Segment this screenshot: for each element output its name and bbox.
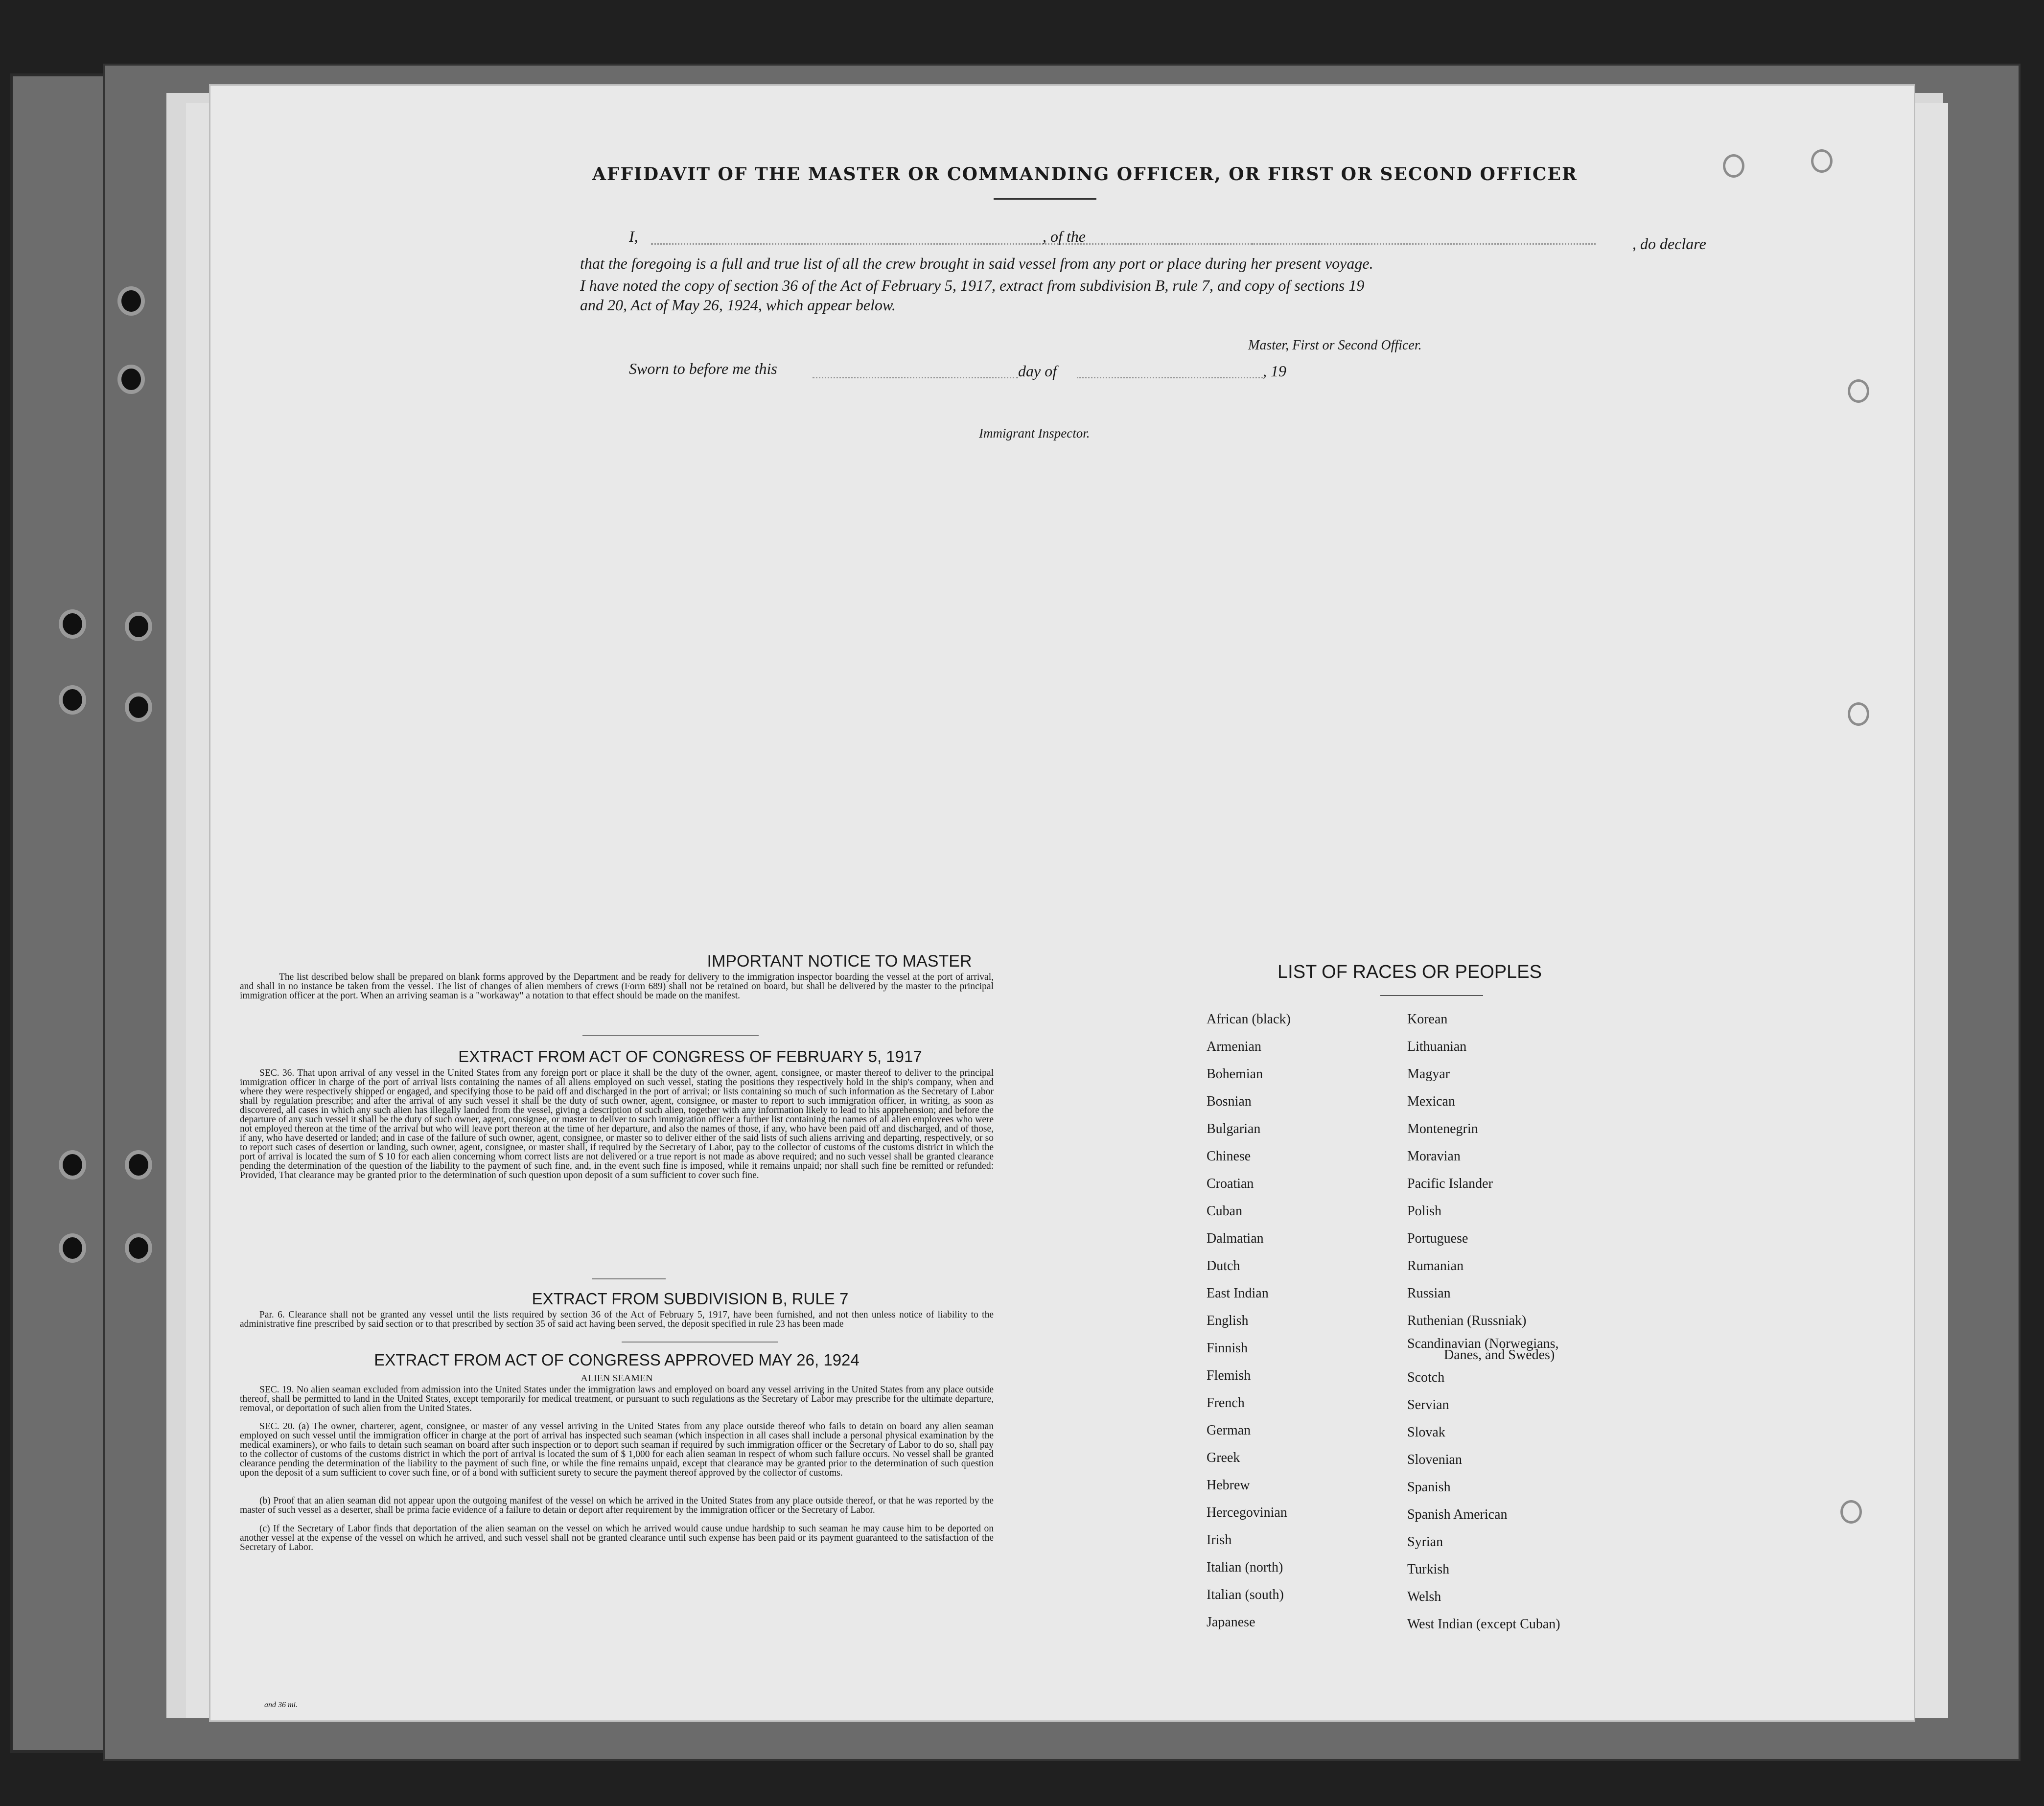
affidavit-title: AFFIDAVIT OF THE MASTER OR COMMANDING OFFICER, OR FIRST OR SECOND OFFICER (592, 164, 1578, 185)
race-item: Polish (1407, 1204, 1442, 1219)
punch-mark (1840, 1500, 1862, 1524)
race-item: Flemish (1207, 1368, 1251, 1383)
race-item: Pacific Islander (1407, 1176, 1493, 1191)
race-item: Turkish (1407, 1562, 1450, 1577)
notice-body: The list described below shall be prepared on blank forms approved by the Department and be ready for delivery to the immigration inspector boarding the vessel at the port of arrival, and shall in no instance be taken from the vessel. The list of changes of alien members of crews (Form 689) shall not be retained on board, but shall be delivered by the master to the principal immigration officer at the port. When an arriving seaman is a "workaway" a notation to that effect should be made on the manifest. (240, 972, 994, 1001)
race-item: Moravian (1407, 1149, 1461, 1164)
document-page (210, 86, 1914, 1720)
binder-hole (125, 612, 152, 641)
races-right-column (1407, 1006, 1560, 1638)
race-item: Italian (south) (1207, 1587, 1284, 1602)
race-item: French (1207, 1395, 1245, 1411)
section-rule (622, 1342, 778, 1343)
race-item: Ruthenian (Russniak) (1407, 1313, 1527, 1328)
race-item: Syrian (1407, 1534, 1443, 1550)
race-item: Spanish (1407, 1480, 1451, 1495)
master-signature-label: Master, First or Second Officer. (1248, 338, 1422, 353)
race-item: Mexican (1407, 1094, 1455, 1109)
extract-1924-sec19: SEC. 19. No alien seaman excluded from admission into the United States under the immigration laws and employed on board any vessel arriving in the United States from any place outside thereof, shall be permitted to land in the United States, except temporarily for medical treatment, or pursuant to such regulations as the Secretary of Labor may prescribe for the ultimate departure, removal, or deportation of such alien from the United States. (240, 1385, 994, 1413)
race-item: Dutch (1207, 1258, 1240, 1273)
extract-1924-sec20b: (b) Proof that an alien seaman did not appear upon the outgoing manifest of the vessel on which he arrived in the United States from any place outside thereof, or that he was reported by the master of such vessel as a deserter, shall be prima facie evidence of a failure to detain or deport after requirement by the immigration officer or the Secretary of Labor. (240, 1496, 994, 1515)
extract-1924-heading: EXTRACT FROM ACT OF CONGRESS APPROVED MAY 26, 1924 (374, 1351, 859, 1369)
race-item: Lithuanian (1407, 1039, 1467, 1054)
binder-hole (117, 286, 145, 316)
extract-1924-sec20a: SEC. 20. (a) The owner, charterer, agent, consignee, or master of any vessel arriving in the United States from any place outside thereof who fails to detain on board any alien seaman employed on such vessel until the immigration officer in charge at the port of arrival has inspected such seaman (which inspection in all cases shall include a personal physical examination by the medical examiners), or who fails to detain such seaman on board after such inspection or to deport such seaman if required by such immigration officer or the Secretary of Labor to do so, shall pay to the collector of customs of the customs district in which the port of arrival is located the sum of $ 1,000 for each alien seaman in respect of whom such failure occurs. No vessel shall be granted clearance pending the determination of the liability to the payment of such fine, or while the fine remains unpaid, except that clearance may be granted prior to the determination of such question upon the deposit of a sum sufficient to cover such fine, or of a bond with sufficient surety to secure the payment thereof approved by the collector of customs. (240, 1421, 994, 1478)
punch-mark (1848, 702, 1869, 726)
race-item: Armenian (1207, 1039, 1261, 1054)
punch-mark (1723, 154, 1744, 178)
race-item: Finnish (1207, 1341, 1248, 1356)
day-blank (813, 377, 1018, 378)
race-item: Magyar (1407, 1066, 1450, 1082)
extract-1924-sec20c: (c) If the Secretary of Labor finds that deportation of the alien seaman on the vessel on which he arrived would cause undue hardship to such seaman he may cause him to be deported on another vessel at the expense of the vessel on which he arrived, and such vessel shall not be granted clearance until such expense has been paid or its payment guaranteed to the satisfaction of the Secretary of Labor. (240, 1524, 994, 1552)
race-item: Montenegrin (1407, 1121, 1478, 1136)
races-rule (1380, 995, 1483, 996)
punch-mark (1848, 379, 1869, 403)
race-item: Bulgarian (1207, 1121, 1261, 1136)
race-item: Japanese (1207, 1615, 1255, 1630)
binder-hole (59, 609, 86, 639)
race-item: Bosnian (1207, 1094, 1252, 1109)
binder-hole (125, 693, 152, 722)
race-item: English (1207, 1313, 1249, 1328)
form-code: and 36 ml. (264, 1701, 298, 1709)
race-item: African (black) (1207, 1012, 1291, 1027)
races-left-column (1207, 1006, 1291, 1636)
subdivision-b-heading: EXTRACT FROM SUBDIVISION B, RULE 7 (532, 1290, 849, 1308)
punch-mark (1811, 149, 1833, 173)
notice-heading: IMPORTANT NOTICE TO MASTER (707, 952, 972, 971)
scandinavian-continuation: Danes, and Swedes) (1444, 1347, 1555, 1363)
race-item: Hercegovinian (1207, 1505, 1287, 1520)
race-item: Rumanian (1407, 1258, 1464, 1273)
race-item: West Indian (except Cuban) (1407, 1617, 1560, 1632)
race-item: Slovak (1407, 1425, 1445, 1440)
race-item: Italian (north) (1207, 1560, 1283, 1575)
race-item: Hebrew (1207, 1478, 1250, 1493)
race-item: Dalmatian (1207, 1231, 1264, 1246)
binder-hole (125, 1233, 152, 1263)
day-of-text: day of (1018, 362, 1057, 380)
sworn-text: Sworn to before me this (629, 360, 777, 377)
section-rule (592, 1278, 666, 1279)
race-item: Korean (1407, 1012, 1448, 1027)
race-item: Russian (1407, 1286, 1451, 1301)
vessel-blank (1101, 243, 1596, 245)
alien-seamen-subheading: ALIEN SEAMEN (581, 1373, 653, 1384)
binder-hole (117, 365, 145, 394)
title-rule (994, 198, 1096, 200)
binder-spine (10, 73, 114, 1753)
race-item: Greek (1207, 1450, 1240, 1465)
extract-1917-heading: EXTRACT FROM ACT OF CONGRESS OF FEBRUARY 5, 1917 (458, 1047, 922, 1065)
binder-hole (59, 685, 86, 715)
race-item: Bohemian (1207, 1066, 1263, 1082)
subdivision-b-body: Par. 6. Clearance shall not be granted any vessel until the lists required by section 36 of the Act of February 5, 1917, have been furnished, and not then unless notice of liability to the administrative fine prescribed by said section or to that prescribed by section 35 of said act having been served, the deposit specified in rule 23 has been made (240, 1310, 994, 1329)
race-item: Croatian (1207, 1176, 1254, 1191)
race-item: Scandinavian (Norwegians, (1407, 1336, 1559, 1351)
race-item: Scotch (1407, 1370, 1445, 1385)
races-heading: LIST OF RACES OR PEOPLES (1278, 962, 1542, 982)
race-item: East Indian (1207, 1286, 1269, 1301)
race-item: Portuguese (1407, 1231, 1468, 1246)
race-item: German (1207, 1423, 1251, 1438)
race-item: Slovenian (1407, 1452, 1462, 1467)
affidavit-line-2: that the foregoing is a full and true list of all the crew brought in said vessel from any port or place during her present voyage. (580, 255, 1373, 272)
year-text: , 19 (1263, 362, 1286, 380)
affidavit-do-declare: , do declare (1632, 235, 1706, 253)
extract-1917-body: SEC. 36. That upon arrival of any vessel in the United States from any foreign port or place it shall be the duty of the owner, agent, consignee, or master thereof to deliver to the principal immigration officer in charge of the port of arrival lists containing the names of all aliens employed on such vessel, stating the positions they respectively hold in the ship's company, when and where they were respectively shipped or engaged, and specifying those to be paid off and discharged in the port of arrival; or lists containing so much of such information as the Secretary of Labor shall by regulation prescribe; and after the arrival of any such vessel it shall be the duty of such owner, agent, consignee, or master to report to such immigration officer, in writing, as soon as discovered, all cases in which any such alien has illegally landed from the vessel, giving a description of such alien, together with any information likely to lead to his apprehension; and before the departure of any such vessel it shall be the duty of such owner, agent, consignee, or master to deliver to such immigration officer a further list containing the names of all alien employees who were not employed thereon at the time of the arrival but who will leave port thereon at the time of her departure, and also the names of those, if any, who have been paid off and discharged, and of those, if any, who have deserted or landed; and in case of the failure of such owner, agent, consignee, or master so to deliver either of the said lists of such aliens arriving and departing, respectively, or so to report such cases of desertion or landing, such owner, agent, consignee, or master shall, if required by the Secretary of Labor, pay to the collector of customs of the customs district in which the port of arrival is located the sum of $ 10 for each alien concerning whom correct lists are not delivered or a true report is not made as above required; and no such vessel shall be granted clearance pending the determination of the question of the liability to the payment of such fine, and, in the event such fine is imposed, while it remains unpaid; nor shall such fine be remitted or refunded: Provided, That clearance may be granted prior to the determination of such question upon deposit of a sum sufficient to cover such fine. (240, 1068, 994, 1181)
affidavit-line-4: and 20, Act of May 26, 1924, which appear below. (580, 296, 896, 314)
race-item: Cuban (1207, 1204, 1243, 1219)
race-item: Chinese (1207, 1149, 1251, 1164)
binder-hole (125, 1150, 152, 1180)
binder-hole (59, 1150, 86, 1180)
affidavit-i: I, (629, 228, 638, 245)
race-item: Irish (1207, 1532, 1232, 1548)
race-item: Welsh (1407, 1589, 1441, 1604)
affidavit-line-3: I have noted the copy of section 36 of the Act of February 5, 1917, extract from subdivision B, rule 7, and copy of sections 19 (580, 277, 1365, 294)
section-rule (582, 1035, 759, 1036)
race-item: Servian (1407, 1397, 1449, 1412)
immigrant-inspector-label: Immigrant Inspector. (979, 426, 1090, 440)
month-blank (1077, 377, 1263, 378)
affidavit-of-the: , of the (1043, 228, 1086, 245)
race-item: Spanish American (1407, 1507, 1508, 1522)
binder-hole (59, 1233, 86, 1263)
